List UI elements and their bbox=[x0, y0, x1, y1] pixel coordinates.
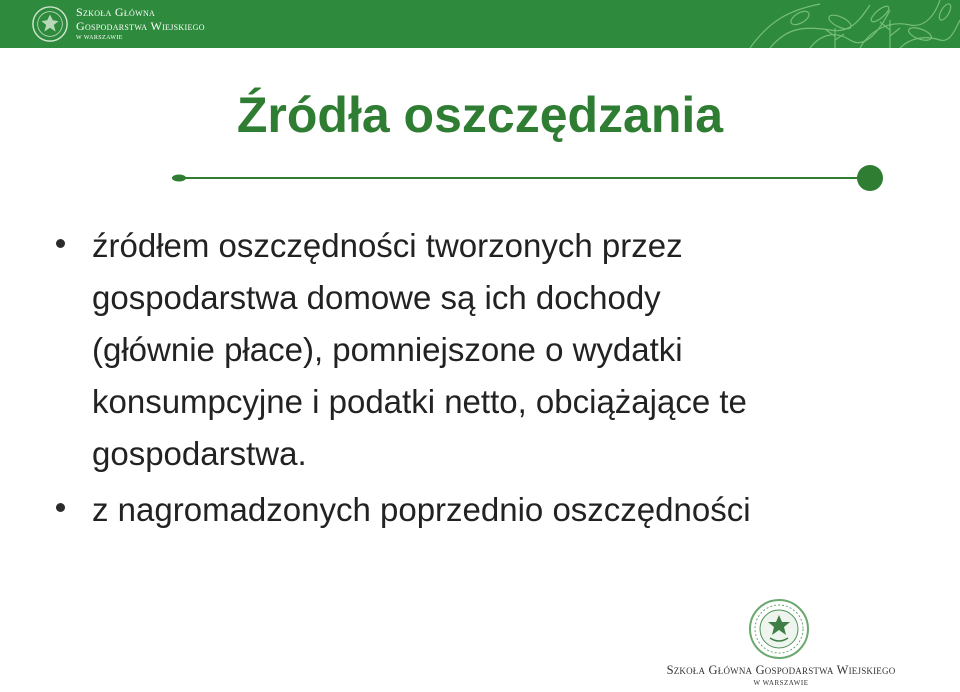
university-seal-icon bbox=[31, 5, 69, 43]
header-logo-text bbox=[76, 6, 205, 41]
header-band bbox=[0, 0, 960, 48]
bullet-text-line: (głównie płace), pomniejszone o wydatki bbox=[92, 331, 683, 368]
bullet-text-line: z nagromadzonych poprzednio oszczędności bbox=[92, 491, 751, 528]
footer-logo-line1: Szkoła Główna Gospodarstwa Wiejskiego bbox=[666, 663, 896, 677]
bullet-list bbox=[56, 220, 886, 540]
footer-logo-line2: W WARSZAWIE bbox=[753, 678, 809, 687]
footer-logo-text bbox=[656, 664, 906, 687]
title-divider bbox=[170, 163, 890, 193]
bullet-text-line: konsumpcyjne i podatki netto, obciążające te bbox=[92, 383, 747, 420]
university-seal-icon bbox=[748, 598, 810, 660]
header-logo-line3: W WARSZAWIE bbox=[76, 35, 123, 41]
bullet-dot-icon bbox=[56, 503, 65, 512]
header-logo-line2: Gospodarstwa Wiejskiego bbox=[76, 19, 205, 33]
leaf-ornament-icon bbox=[740, 0, 960, 48]
bullet-item bbox=[56, 484, 886, 536]
slide-title: Źródła oszczędzania bbox=[236, 87, 724, 143]
bullet-text-line: gospodarstwa. bbox=[92, 435, 307, 472]
bullet-dot-icon bbox=[56, 239, 65, 248]
bullet-item bbox=[56, 220, 886, 480]
bullet-text-line: źródłem oszczędności tworzonych przez bbox=[92, 227, 683, 264]
header-logo-line1: Szkoła Główna bbox=[76, 5, 156, 19]
bullet-text-line: gospodarstwa domowe są ich dochody bbox=[92, 279, 661, 316]
